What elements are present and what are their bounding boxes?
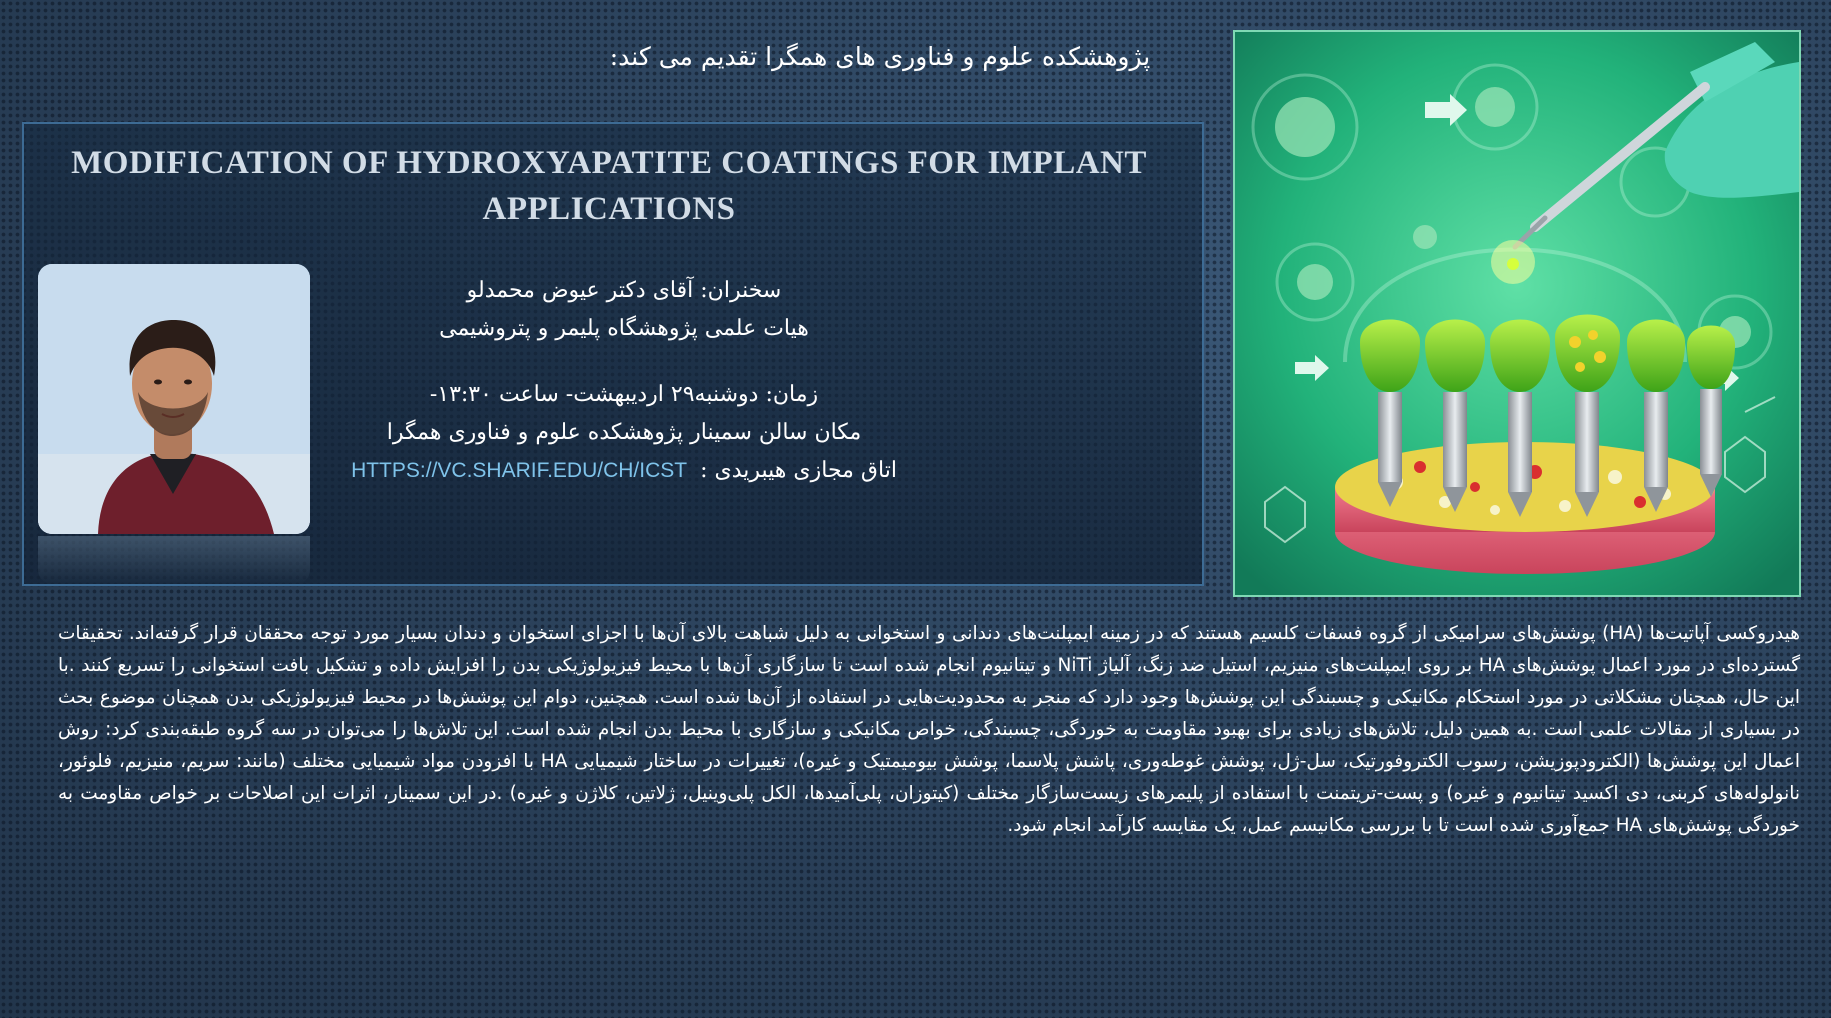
presenter-line: پژوهشکده علوم و فناوری های همگرا تقدیم می کند:: [609, 42, 1151, 71]
virtual-room-label: اتاق مجازی هیبریدی :: [700, 458, 897, 483]
speaker-photo: [38, 264, 310, 534]
location-line: مکان سالن سمینار پژوهشکده علوم و فناوری همگرا: [386, 420, 862, 445]
time-line: زمان: دوشنبه۲۹ اردیبهشت- ساعت ۱۳:۳۰-: [429, 382, 819, 407]
speaker-photo-reflection: [38, 536, 310, 584]
dental-implants-illustration: [1233, 30, 1801, 597]
seminar-info-panel: [22, 122, 1204, 586]
virtual-room-line: [324, 452, 924, 490]
affiliation-line: هیات علمی پژوهشگاه پلیمر و پتروشیمی: [439, 316, 809, 341]
virtual-room-link[interactable]: HTTPS://VC.SHARIF.EDU/CH/ICST: [351, 459, 688, 482]
seminar-details: [324, 272, 924, 490]
seminar-title: MODIFICATION OF HYDROXYAPATITE COATINGS FOR IMPLANT APPLICATIONS: [71, 145, 1147, 227]
abstract-text: هیدروکسی آپاتیت‌ها (HA) پوشش‌های سرامیکی از گروه فسفات کلسیم هستند که در زمینه ایمپلنت‌های دندانی و استخوانی به دلیل شباهت بالای آن‌ها با اجزای استخوان و دندان بسیار مورد توجه محققان قرار گرفته‌اند. تحقیقات گسترده‌ای در مورد اعمال پوشش‌های HA بر روی ایمپلنت‌های منیزیم، استیل ضد زنگ، آلیاژ NiTi و تیتانیوم انجام شده است تا سازگاری آن‌ها با محیط فیزیولوژیکی بدن را افزایش داده و تشکیل بافت استخوانی را تسریع کنند .با این حال، همچنان مشکلاتی در مورد استحکام مکانیکی و چسبندگی این پوشش‌ها وجود دارد که منجر به محدودیت‌هایی در استفاده از آن‌ها شده است. همچنین، دوام این پوشش‌ها در محیط فیزیولوژیکی بدن همچنان موضوع بحث در بسیاری از مقالات علمی است .به همین دلیل، تلاش‌های زیادی برای بهبود مقاومت به خوردگی، چسبندگی، خواص مکانیکی و سازگاری با محیط بدن انجام شده است. این تلاش‌ها را می‌توان در سه گروه طبقه‌بندی کرد: روش اعمال این پوشش‌ها (الکترودپوزیشن، رسوب الکتروفورتیک، سل-ژل، پوشش غوطه‌وری، پاشش پلاسما، پوشش بیومیمتیک و غیره)، تغییرات در ساختار شیمیایی HA با افزودن مواد شیمیایی مختلف (مانند: سریم، منیزیم، فلوئور، نانولوله‌های کربنی، دی اکسید تیتانیوم و غیره) و پست-تریتمنت با استفاده از پلیمرهای زیست‌سازگار مختلف (کیتوزان، پلی‌آمیدها، الکل پلی‌وینیل، ژلاتین، کلاژن و غیره) .در این سمینار، اثرات این اصلاحات بر خواص مقاومت به خوردگی پوشش‌های HA جمع‌آوری شده است تا با بررسی مکانیسم عمل، یک مقایسه کارآمد انجام شود.: [58, 623, 1801, 836]
speaker-line: سخنران: آقای دکتر عیوض محمدلو: [466, 278, 782, 303]
